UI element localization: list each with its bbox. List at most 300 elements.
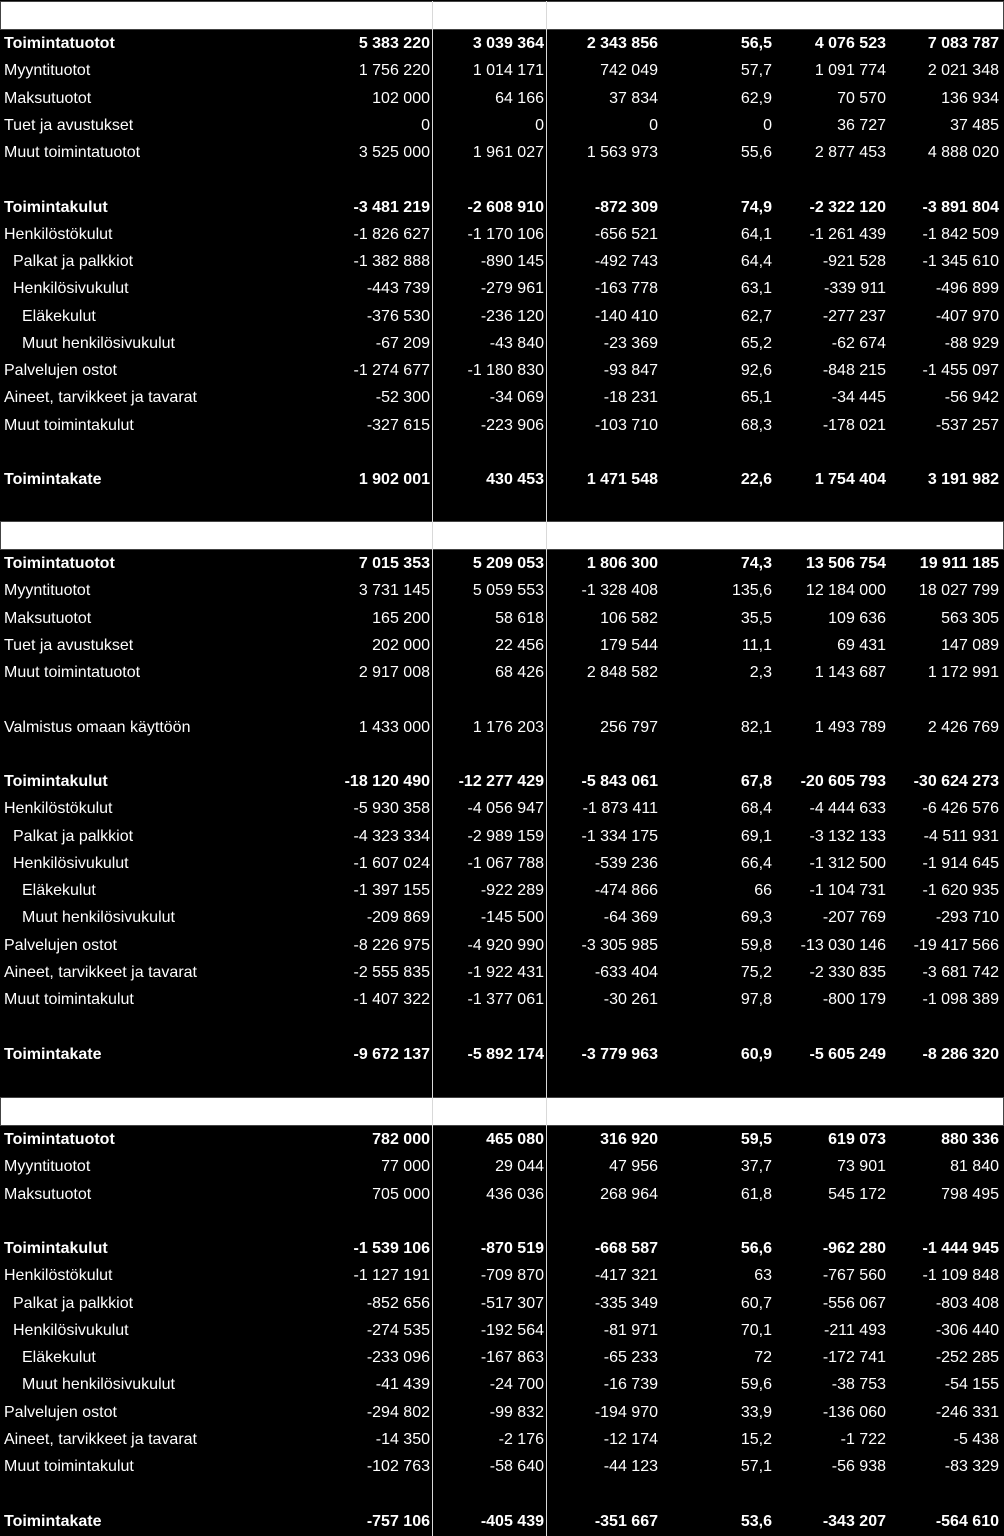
value-cell-col2: 0 [535, 116, 544, 134]
value-cell-col3: -81 971 [603, 1321, 658, 1339]
value-cell-col1: -1 407 322 [353, 991, 430, 1008]
value-cell-col4: 64,1 [740, 225, 772, 243]
value-cell-col4: 63 [754, 1267, 772, 1285]
value-cell-col3: -12 174 [603, 1430, 658, 1448]
row-label: Palvelujen ostot [4, 1403, 117, 1421]
column-divider [546, 521, 547, 1097]
value-cell-col3: -5 843 061 [581, 773, 658, 790]
value-cell-col4: 82,1 [740, 718, 772, 736]
value-cell-col6: 7 083 787 [927, 35, 999, 52]
value-cell-col2: -5 892 174 [467, 1045, 544, 1063]
value-cell-col6: 19 911 185 [919, 555, 999, 572]
value-cell-col5: 69 431 [837, 636, 886, 654]
row-label: Toimintatuotot [4, 35, 115, 52]
value-cell-col4: 59,6 [740, 1376, 772, 1394]
row-label: Eläkekulut [22, 1349, 96, 1366]
value-cell-col4: 62,9 [740, 89, 772, 107]
value-cell-col4: 74,3 [740, 555, 772, 572]
row-label: Maksutuotot [4, 1185, 92, 1203]
value-cell-col6: -6 426 576 [922, 800, 999, 818]
value-cell-col2: 430 453 [486, 471, 544, 488]
value-cell-col3: -492 743 [594, 253, 658, 270]
value-cell-col5: -13 030 146 [800, 936, 886, 954]
value-cell-col5: 12 184 000 [805, 582, 886, 600]
row-label: Tuet ja avustukset [4, 116, 134, 134]
table-row [0, 30, 1004, 57]
table-row [0, 1399, 1004, 1426]
value-cell-col3: 742 049 [600, 62, 658, 80]
section-header-band [0, 1097, 1004, 1126]
value-cell-col5: 70 570 [837, 89, 886, 107]
value-cell-col3: 316 920 [600, 1131, 658, 1148]
value-cell-col1: -1 274 677 [353, 362, 430, 379]
table-row [0, 221, 1004, 248]
value-cell-col2: -145 500 [480, 909, 544, 927]
table-row [0, 904, 1004, 931]
value-cell-col1: -294 802 [366, 1403, 430, 1421]
value-cell-col5: 13 506 754 [805, 555, 886, 572]
value-cell-col6: -30 624 273 [913, 773, 999, 790]
table-row [0, 1508, 1004, 1535]
value-cell-col1: -757 106 [366, 1512, 430, 1530]
value-cell-col6: -1 620 935 [922, 882, 999, 899]
table-row [0, 1235, 1004, 1262]
row-label: Valmistus omaan käyttöön [4, 718, 191, 736]
value-cell-col5: -767 560 [822, 1267, 886, 1285]
value-cell-col4: 70,1 [740, 1321, 772, 1339]
value-cell-col1: 705 000 [372, 1185, 430, 1203]
value-cell-col2: -34 069 [489, 389, 544, 407]
value-cell-col3: -194 970 [594, 1403, 658, 1421]
value-cell-col3: -668 587 [594, 1240, 658, 1257]
section-header-band [0, 1, 1004, 30]
value-cell-col5: -207 769 [822, 909, 886, 927]
row-label: Toimintakulut [4, 198, 108, 216]
value-cell-col4: 65,2 [740, 334, 772, 352]
value-cell-col5: -848 215 [822, 362, 886, 379]
value-cell-col6: -54 155 [944, 1376, 999, 1394]
value-cell-col2: 68 426 [495, 664, 544, 681]
value-cell-col6: -246 331 [935, 1403, 999, 1421]
table-row [0, 303, 1004, 330]
value-cell-col4: 66,4 [740, 854, 772, 872]
value-cell-col4: 60,7 [740, 1294, 772, 1312]
table-row [0, 850, 1004, 877]
value-cell-col1: -2 555 835 [353, 963, 430, 981]
row-label: Eläkekulut [22, 882, 96, 899]
value-cell-col1: 102 000 [372, 89, 430, 107]
value-cell-col2: -223 906 [480, 416, 544, 434]
value-cell-col3: -656 521 [594, 225, 658, 243]
value-cell-col5: 109 636 [828, 609, 886, 627]
value-cell-col6: 798 495 [941, 1185, 999, 1203]
value-cell-col1: -3 481 219 [353, 198, 430, 216]
value-cell-col1: -1 607 024 [353, 854, 430, 872]
value-cell-col4: 11,1 [742, 636, 772, 654]
value-cell-col6: -19 417 566 [913, 936, 999, 954]
value-cell-col3: -18 231 [603, 389, 658, 407]
value-cell-col2: 465 080 [486, 1131, 544, 1148]
table-row [0, 85, 1004, 112]
value-cell-col5: -343 207 [822, 1512, 886, 1530]
value-cell-col2: -236 120 [480, 307, 544, 325]
value-cell-col4: 57,1 [740, 1458, 772, 1475]
value-cell-col4: 0 [763, 116, 772, 134]
value-cell-col3: -140 410 [594, 307, 658, 325]
value-cell-col5: 1 754 404 [814, 471, 886, 488]
value-cell-col6: 2 426 769 [927, 718, 999, 736]
value-cell-col1: -102 763 [366, 1458, 430, 1475]
value-cell-col2: -43 840 [489, 334, 544, 352]
value-cell-col6: 136 934 [941, 89, 999, 107]
value-cell-col3: -351 667 [594, 1512, 658, 1530]
value-cell-col5: -136 060 [822, 1403, 886, 1421]
value-cell-col1: -327 615 [366, 416, 430, 434]
value-cell-col6: -88 929 [944, 334, 999, 352]
table-row [0, 550, 1004, 577]
table-row [0, 714, 1004, 741]
value-cell-col1: -18 120 490 [344, 773, 430, 790]
value-cell-col3: -44 123 [603, 1458, 658, 1475]
value-cell-col2: -24 700 [489, 1376, 544, 1394]
row-label: Henkilösivukulut [13, 280, 129, 298]
value-cell-col2: -2 608 910 [467, 198, 544, 216]
value-cell-col4: 62,7 [740, 307, 772, 325]
row-label: Toimintakate [4, 1512, 102, 1530]
value-cell-col1: -1 127 191 [353, 1267, 430, 1285]
value-cell-col3: -23 369 [603, 334, 658, 352]
row-label: Muut toimintakulut [4, 416, 134, 434]
value-cell-col4: 56,6 [740, 1240, 772, 1257]
row-label: Aineet, tarvikkeet ja tavarat [4, 389, 197, 407]
value-cell-col2: -58 640 [489, 1458, 544, 1475]
value-cell-col5: 1 143 687 [814, 664, 886, 681]
value-cell-col6: 81 840 [950, 1158, 999, 1176]
value-cell-col3: 2 343 856 [586, 35, 658, 52]
value-cell-col2: 64 166 [495, 89, 544, 107]
value-cell-col3: -1 334 175 [581, 827, 658, 845]
value-cell-col2: -279 961 [480, 280, 544, 298]
value-cell-col1: 202 000 [372, 636, 430, 654]
value-cell-col6: -3 891 804 [922, 198, 999, 216]
value-cell-col4: 69,1 [740, 827, 772, 845]
value-cell-col6: -1 455 097 [922, 362, 999, 379]
table-row [0, 577, 1004, 604]
value-cell-col6: -1 842 509 [922, 225, 999, 243]
row-label: Henkilöstökulut [4, 225, 113, 243]
value-cell-col1: -4 323 334 [353, 827, 430, 845]
row-label: Muut toimintakulut [4, 1458, 134, 1475]
value-cell-col2: -99 832 [489, 1403, 544, 1421]
value-cell-col5: -1 722 [840, 1430, 886, 1448]
value-cell-col2: -405 439 [480, 1512, 544, 1530]
value-cell-col4: 35,5 [740, 609, 772, 627]
value-cell-col6: -252 285 [935, 1349, 999, 1366]
value-cell-col1: 77 000 [381, 1158, 430, 1176]
table-row [0, 1262, 1004, 1289]
value-cell-col6: -8 286 320 [922, 1045, 999, 1063]
row-label: Toimintakulut [4, 1240, 108, 1257]
value-cell-col5: -921 528 [822, 253, 886, 270]
row-label: Eläkekulut [22, 307, 96, 325]
value-cell-col6: 18 027 799 [918, 582, 999, 600]
value-cell-col6: -1 109 848 [922, 1267, 999, 1285]
value-cell-col4: 59,5 [740, 1131, 772, 1148]
value-cell-col2: -2 989 159 [467, 827, 544, 845]
value-cell-col4: 68,4 [740, 800, 772, 818]
value-cell-col3: 47 956 [609, 1158, 658, 1176]
value-cell-col3: 0 [649, 116, 658, 134]
value-cell-col4: 57,7 [740, 62, 772, 80]
value-cell-col5: -2 330 835 [809, 963, 886, 981]
column-divider [432, 521, 433, 1097]
value-cell-col1: -209 869 [366, 909, 430, 927]
value-cell-col4: 2,3 [749, 664, 772, 681]
value-cell-col5: -211 493 [824, 1321, 886, 1339]
row-label: Toimintatuotot [4, 1131, 115, 1148]
value-cell-col2: -4 920 990 [467, 936, 544, 954]
value-cell-col3: 37 834 [609, 89, 658, 107]
table-row [0, 112, 1004, 139]
value-cell-col5: -34 445 [831, 389, 886, 407]
row-label: Maksutuotot [4, 609, 92, 627]
value-cell-col3: -872 309 [594, 198, 658, 216]
table-row [0, 986, 1004, 1013]
row-label: Toimintakulut [4, 773, 108, 790]
value-cell-col3: -1 328 408 [581, 582, 658, 600]
value-cell-col6: 1 172 991 [927, 664, 999, 681]
value-cell-col5: 2 877 453 [814, 144, 886, 161]
value-cell-col5: -556 067 [822, 1294, 886, 1312]
table-row [0, 57, 1004, 84]
value-cell-col6: -293 710 [935, 909, 999, 927]
value-cell-col6: -496 899 [935, 280, 999, 298]
value-cell-col3: -30 261 [603, 991, 658, 1008]
table-row [0, 823, 1004, 850]
value-cell-col6: 880 336 [941, 1131, 999, 1148]
table-row [0, 1126, 1004, 1153]
value-cell-col2: -12 277 429 [458, 773, 544, 790]
value-cell-col4: 56,5 [740, 35, 772, 52]
value-cell-col3: 1 471 548 [586, 471, 658, 488]
row-label: Henkilöstökulut [4, 800, 113, 818]
value-cell-col2: -1 377 061 [467, 991, 544, 1008]
value-cell-col3: 179 544 [600, 636, 658, 654]
table-row [0, 1453, 1004, 1480]
column-divider [432, 1, 433, 521]
value-cell-col4: 72 [754, 1349, 772, 1366]
row-label: Palkat ja palkkiot [13, 253, 134, 270]
value-cell-col3: 106 582 [600, 609, 658, 627]
value-cell-col4: 68,3 [740, 416, 772, 434]
value-cell-col5: -62 674 [831, 334, 886, 352]
value-cell-col1: -1 382 888 [353, 253, 430, 270]
table-row [0, 248, 1004, 275]
value-cell-col6: -1 098 389 [922, 991, 999, 1008]
value-cell-col3: -93 847 [603, 362, 658, 379]
value-cell-col5: 1 091 774 [814, 62, 886, 80]
value-cell-col1: -14 350 [375, 1430, 430, 1448]
table-row [0, 275, 1004, 302]
value-cell-col1: 7 015 353 [358, 555, 430, 572]
value-cell-col6: -83 329 [944, 1458, 999, 1475]
row-label: Henkilösivukulut [13, 1321, 129, 1339]
value-cell-col5: -3 132 133 [809, 827, 886, 845]
table-row [0, 605, 1004, 632]
value-cell-col1: -376 530 [366, 307, 430, 325]
row-label: Myyntituotot [4, 62, 91, 80]
value-cell-col6: -407 970 [935, 307, 999, 325]
table-row [0, 1153, 1004, 1180]
value-cell-col2: 3 039 364 [472, 35, 544, 52]
value-cell-col5: -5 605 249 [809, 1045, 886, 1063]
value-cell-col6: -4 511 931 [923, 827, 999, 845]
value-cell-col1: 5 383 220 [358, 35, 430, 52]
value-cell-col6: 2 021 348 [927, 62, 999, 80]
value-cell-col6: -537 257 [935, 416, 999, 434]
value-cell-col6: -3 681 742 [922, 963, 999, 981]
value-cell-col2: 436 036 [486, 1185, 544, 1203]
value-cell-col5: -1 312 500 [809, 854, 886, 872]
table-row [0, 632, 1004, 659]
value-cell-col1: 1 433 000 [358, 718, 430, 736]
value-cell-col1: -443 739 [366, 280, 430, 298]
value-cell-col5: -339 911 [824, 280, 886, 298]
row-label: Muut henkilösivukulut [22, 334, 175, 352]
value-cell-col4: 61,8 [740, 1185, 772, 1203]
value-cell-col6: -803 408 [935, 1294, 999, 1312]
row-label: Palvelujen ostot [4, 362, 117, 379]
value-cell-col3: -64 369 [603, 909, 658, 927]
value-cell-col1: 1 902 001 [358, 471, 430, 488]
value-cell-col1: 1 756 220 [358, 62, 430, 80]
value-cell-col1: 2 917 008 [358, 664, 430, 681]
row-label: Henkilöstökulut [4, 1267, 113, 1285]
value-cell-col4: 67,8 [740, 773, 772, 790]
value-cell-col2: 22 456 [495, 636, 544, 654]
value-cell-col6: 563 305 [941, 609, 999, 627]
value-cell-col3: 256 797 [600, 718, 658, 736]
value-cell-col6: -5 438 [953, 1430, 999, 1448]
row-label: Maksutuotot [4, 89, 92, 107]
table-row [0, 466, 1004, 493]
value-cell-col2: -922 289 [480, 882, 544, 899]
value-cell-col1: -233 096 [366, 1349, 430, 1366]
value-cell-col1: 3 525 000 [358, 144, 430, 161]
row-label: Palkat ja palkkiot [13, 1294, 134, 1312]
value-cell-col1: 3 731 145 [358, 582, 430, 600]
value-cell-col4: 59,8 [740, 936, 772, 954]
value-cell-col2: -1 922 431 [467, 963, 544, 981]
table-row [0, 357, 1004, 384]
row-label: Palvelujen ostot [4, 936, 117, 954]
value-cell-col3: -16 739 [603, 1376, 658, 1394]
value-cell-col3: -335 349 [594, 1294, 658, 1312]
value-cell-col4: 53,6 [740, 1512, 772, 1530]
table-row [0, 330, 1004, 357]
value-cell-col4: 75,2 [740, 963, 772, 981]
value-cell-col4: 22,6 [740, 471, 772, 488]
value-cell-col1: -1 539 106 [353, 1240, 430, 1257]
value-cell-col5: -277 237 [822, 307, 886, 325]
row-label: Muut toimintatuotot [4, 144, 141, 161]
value-cell-col4: 92,6 [740, 362, 772, 379]
table-row [0, 1371, 1004, 1398]
value-cell-col5: -1 261 439 [809, 225, 886, 243]
row-label: Toimintakate [4, 471, 102, 488]
table-row [0, 384, 1004, 411]
value-cell-col5: -4 444 633 [809, 800, 886, 818]
table-row [0, 932, 1004, 959]
value-cell-col3: -633 404 [594, 963, 658, 981]
value-cell-col3: -1 873 411 [582, 800, 658, 818]
value-cell-col2: 58 618 [495, 609, 544, 627]
value-cell-col6: -1 444 945 [922, 1240, 999, 1257]
row-label: Muut henkilösivukulut [22, 1376, 175, 1394]
value-cell-col5: -38 753 [831, 1376, 886, 1394]
value-cell-col6: -1 914 645 [922, 854, 999, 872]
value-cell-col1: -8 226 975 [353, 936, 430, 954]
value-cell-col6: 4 888 020 [927, 144, 999, 161]
value-cell-col2: -4 056 947 [467, 800, 544, 818]
value-cell-col3: 2 848 582 [586, 664, 658, 681]
value-cell-col6: -306 440 [935, 1321, 999, 1339]
value-cell-col3: -539 236 [594, 854, 658, 872]
value-cell-col2: 1 014 171 [472, 62, 544, 80]
value-cell-col4: 74,9 [740, 198, 772, 216]
value-cell-col1: -5 930 358 [353, 800, 430, 818]
table-row [0, 139, 1004, 166]
table-row [0, 1290, 1004, 1317]
value-cell-col2: 5 059 553 [472, 582, 544, 600]
value-cell-col3: -65 233 [603, 1349, 658, 1366]
table-row [0, 1041, 1004, 1068]
value-cell-col1: -1 826 627 [353, 225, 430, 243]
value-cell-col1: -1 397 155 [353, 882, 430, 899]
value-cell-col2: 29 044 [495, 1158, 544, 1176]
value-cell-col5: -178 021 [822, 416, 886, 434]
value-cell-col5: 545 172 [828, 1185, 886, 1203]
section-header-band [0, 521, 1004, 550]
value-cell-col2: -1 180 830 [467, 362, 544, 379]
value-cell-col4: 65,1 [740, 389, 772, 407]
value-cell-col5: 4 076 523 [814, 35, 886, 52]
value-cell-col1: -41 439 [375, 1376, 430, 1394]
value-cell-col4: 69,3 [740, 909, 772, 927]
table-row [0, 877, 1004, 904]
value-cell-col5: 73 901 [837, 1158, 886, 1176]
value-cell-col6: 37 485 [950, 116, 999, 134]
table-row [0, 1426, 1004, 1453]
row-label: Henkilösivukulut [13, 854, 129, 872]
table-row [0, 768, 1004, 795]
value-cell-col6: -564 610 [935, 1512, 999, 1530]
row-label: Muut toimintatuotot [4, 664, 141, 681]
value-cell-col5: -20 605 793 [800, 773, 886, 790]
value-cell-col5: 36 727 [837, 116, 886, 134]
row-label: Palkat ja palkkiot [13, 827, 134, 845]
value-cell-col4: 37,7 [740, 1158, 772, 1176]
value-cell-col1: -9 672 137 [353, 1045, 430, 1063]
value-cell-col2: -1 067 788 [467, 854, 544, 872]
row-label: Tuet ja avustukset [4, 636, 134, 654]
value-cell-col3: 268 964 [600, 1185, 658, 1203]
value-cell-col1: 782 000 [372, 1131, 430, 1148]
value-cell-col2: -167 863 [480, 1349, 544, 1366]
value-cell-col1: -852 656 [366, 1294, 430, 1312]
table-row [0, 412, 1004, 439]
table-row [0, 795, 1004, 822]
